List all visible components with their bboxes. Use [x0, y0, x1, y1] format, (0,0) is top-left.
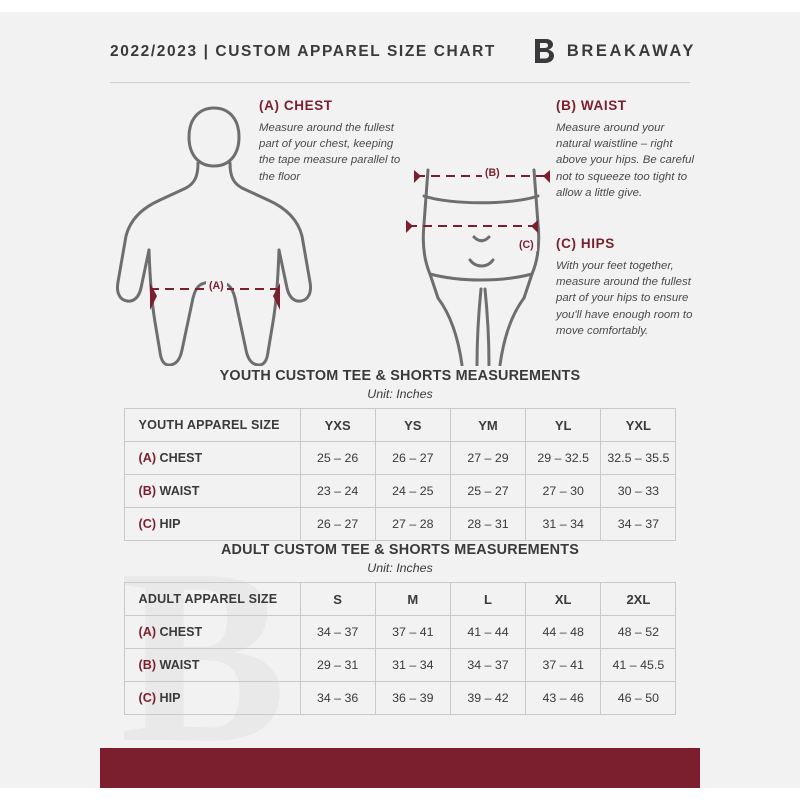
adult-waist-m: 31 – 34 [375, 649, 450, 682]
youth-chest-ym: 27 – 29 [450, 442, 525, 475]
adult-chest-m: 37 – 41 [375, 616, 450, 649]
table-row [124, 508, 676, 541]
youth-waist-ys: 24 – 25 [375, 475, 450, 508]
adult-row-waist-label [124, 649, 300, 682]
adult-row-chest-label [124, 616, 300, 649]
footer-accent-bar [100, 748, 700, 788]
youth-chest-yxl: 32.5 – 35.5 [601, 442, 676, 475]
table-row [124, 682, 676, 715]
dim-label-c: (C) [516, 239, 537, 251]
youth-row-chest-label [124, 442, 300, 475]
adult-waist-s: 29 – 31 [300, 649, 375, 682]
tag-b: (B) [138, 658, 157, 672]
adult-row-waist-name: WAIST [159, 658, 200, 672]
header-divider [110, 82, 690, 83]
youth-header-label: YOUTH APPAREL SIZE [124, 409, 300, 442]
youth-row-waist-name: WAIST [159, 484, 200, 498]
tag-a: (A) [138, 625, 157, 639]
youth-size-yxs: YXS [300, 409, 375, 442]
youth-row-hip-name: HIP [159, 517, 181, 531]
adult-waist-2xl: 41 – 45.5 [601, 649, 676, 682]
youth-table-block [0, 368, 800, 541]
youth-chest-ys: 26 – 27 [375, 442, 450, 475]
adult-table-title: ADULT CUSTOM TEE & SHORTS MEASUREMENTS [220, 542, 580, 558]
youth-row-hip-label [124, 508, 300, 541]
youth-row-waist-label [124, 475, 300, 508]
adult-chest-xl: 44 – 48 [526, 616, 601, 649]
youth-hip-yl: 31 – 34 [526, 508, 601, 541]
youth-hip-yxs: 26 – 27 [300, 508, 375, 541]
adult-size-table [124, 582, 677, 715]
tag-a: (A) [138, 451, 157, 465]
adult-size-l: L [450, 583, 525, 616]
dim-label-a: (A) [206, 280, 227, 292]
brand-lockup [533, 38, 696, 64]
adult-hip-s: 34 – 36 [300, 682, 375, 715]
table-row [124, 475, 676, 508]
adult-chest-l: 41 – 44 [450, 616, 525, 649]
adult-row-hip-label [124, 682, 300, 715]
adult-chest-2xl: 48 – 52 [601, 616, 676, 649]
adult-size-m: M [375, 583, 450, 616]
table-header-row [124, 409, 676, 442]
youth-chest-yxs: 25 – 26 [300, 442, 375, 475]
adult-header-label: ADULT APPAREL SIZE [124, 583, 300, 616]
tag-c: (C) [138, 517, 157, 531]
tag-c: (C) [138, 691, 157, 705]
youth-size-ym: YM [450, 409, 525, 442]
callout-body-hips: With your feet together, measure around the fullest part of your hips to ensure you'll have enough room to move comfortably. [556, 260, 693, 337]
dim-label-b: (B) [482, 167, 503, 179]
callout-title-hips: (C) HIPS [556, 236, 615, 251]
callout-body-chest: Measure around the fullest part of your chest, keeping the tape measure parallel to the floor [259, 122, 401, 183]
adult-hip-2xl: 46 – 50 [601, 682, 676, 715]
youth-size-yxl: YXL [601, 409, 676, 442]
table-row [124, 616, 676, 649]
youth-size-yl: YL [526, 409, 601, 442]
youth-row-chest-name: CHEST [159, 451, 203, 465]
breakaway-b-logo-icon [533, 38, 555, 64]
table-row [124, 442, 676, 475]
youth-waist-yl: 27 – 30 [526, 475, 601, 508]
youth-table-unit: Unit: Inches [367, 387, 433, 401]
adult-size-xl: XL [526, 583, 601, 616]
adult-size-s: S [300, 583, 375, 616]
youth-waist-yxl: 30 – 33 [601, 475, 676, 508]
brand-name: BREAKAWAY [566, 41, 696, 60]
adult-chest-s: 34 – 37 [300, 616, 375, 649]
document-sheet [0, 12, 800, 788]
callout-title-waist: (B) WAIST [556, 98, 627, 113]
youth-hip-ys: 27 – 28 [375, 508, 450, 541]
adult-table-unit: Unit: Inches [367, 561, 433, 575]
youth-size-table [124, 408, 677, 541]
adult-waist-l: 34 – 37 [450, 649, 525, 682]
adult-hip-xl: 43 – 46 [526, 682, 601, 715]
youth-waist-ym: 25 – 27 [450, 475, 525, 508]
table-row [124, 649, 676, 682]
callout-body-waist: Measure around your natural waistline – right above your hips. Be careful not to squeeze too tight to allow a little give. [556, 122, 695, 199]
adult-hip-l: 39 – 42 [450, 682, 525, 715]
adult-table-block [0, 542, 800, 715]
youth-size-ys: YS [375, 409, 450, 442]
youth-table-title: YOUTH CUSTOM TEE & SHORTS MEASUREMENTS [219, 368, 581, 384]
adult-hip-m: 36 – 39 [375, 682, 450, 715]
youth-chest-yl: 29 – 32.5 [526, 442, 601, 475]
youth-waist-yxs: 23 – 24 [300, 475, 375, 508]
adult-waist-xl: 37 – 41 [526, 649, 601, 682]
youth-hip-ym: 28 – 31 [450, 508, 525, 541]
table-header-row [124, 583, 676, 616]
document-header [0, 12, 800, 84]
youth-hip-yxl: 34 – 37 [601, 508, 676, 541]
callout-title-chest: (A) CHEST [259, 98, 333, 113]
adult-size-2xl: 2XL [601, 583, 676, 616]
page-title: 2022/2023 | CUSTOM APPAREL SIZE CHART [110, 43, 496, 60]
tag-b: (B) [138, 484, 157, 498]
measurement-illustration [0, 84, 800, 366]
adult-row-hip-name: HIP [159, 691, 181, 705]
adult-row-chest-name: CHEST [159, 625, 203, 639]
